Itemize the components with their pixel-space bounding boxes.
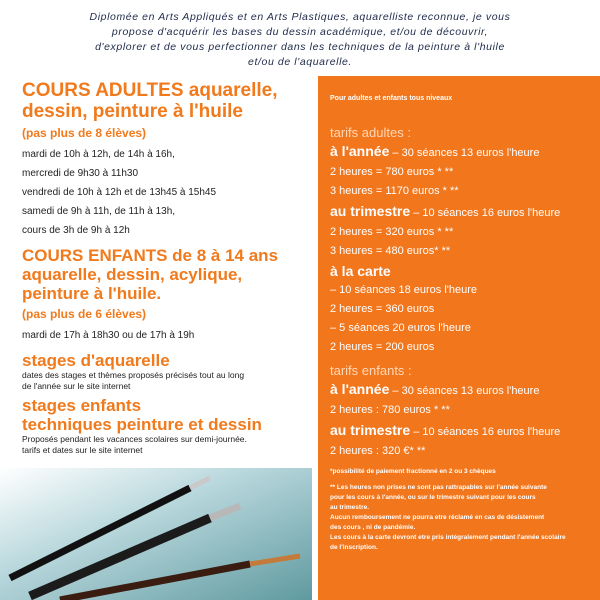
note-line: des cours , ni de pandémie. xyxy=(330,524,416,531)
note-line: *possibilité de paiement fractionné en 2 ou 3 chèques xyxy=(330,468,496,475)
intro-line: propose d'acquérir les bases du dessin académique, et/ou de découvrir, xyxy=(111,26,489,38)
kids-rate-trimester-label: au trimestre xyxy=(330,422,411,438)
stages-kids-desc: tarifs et dates sur le site internet xyxy=(22,445,143,455)
rate-line: – 5 séances 20 euros l'heure xyxy=(330,322,471,334)
stages-desc: dates des stages et thèmes proposés précisés tout au long xyxy=(22,370,245,380)
intro-text xyxy=(20,10,580,70)
rate-line: – 10 séances 18 euros l'heure xyxy=(330,284,478,296)
schedule-line: samedi de 9h à 11h, de 11h à 13h, xyxy=(22,206,176,217)
rate-line: 2 heures = 320 euros * ** xyxy=(330,226,454,238)
rate-year-detail: – 30 séances 13 euros l'heure xyxy=(389,147,540,159)
rate-year-label: à l'année xyxy=(330,143,390,159)
note-line: pour les cours à l'année, ou sur le trimestre suivant pour les cours xyxy=(330,494,536,501)
kids-rate-trimester-detail: – 10 séances 16 euros l'heure xyxy=(410,426,561,438)
children-limit: (pas plus de 6 élèves) xyxy=(22,307,147,321)
brushes-photo xyxy=(0,468,312,600)
schedule-line: mercredi de 9h30 à 11h30 xyxy=(22,168,139,179)
brushes-illustration xyxy=(0,468,312,600)
intro-line: d'explorer et de vous perfectionner dans les techniques de la peinture à l'huile xyxy=(95,41,505,53)
note-line: Les cours à la carte devront etre pris intégralement pendant l'année scolaire xyxy=(330,534,566,541)
rate-trimester-label: au trimestre xyxy=(330,203,411,219)
stages-kids-title-2: techniques peinture et dessin xyxy=(22,415,262,434)
children-courses-title-3: peinture à l'huile. xyxy=(22,284,162,303)
rate-line: 2 heures = 780 euros * ** xyxy=(330,166,454,178)
schedule-line: cours de 3h de 9h à 12h xyxy=(22,225,130,236)
children-courses-title-2: aquarelle, dessin, acylique, xyxy=(22,265,243,284)
schedule-line: vendredi de 10h à 12h et de 13h45 à 15h45 xyxy=(22,187,217,198)
intro-line: et/ou de l'aquarelle. xyxy=(248,56,352,68)
rate-year xyxy=(330,141,595,163)
stages-title: stages d'aquarelle xyxy=(22,351,170,370)
stages-desc: de l'année sur le site internet xyxy=(22,381,131,391)
schedule-line: mardi de 17h à 18h30 ou de 17h à 19h xyxy=(22,330,195,341)
schedule-line: mardi de 10h à 12h, de 14h à 16h, xyxy=(22,149,175,160)
pricing-content xyxy=(330,94,595,553)
rate-trimester xyxy=(330,201,595,223)
rate-line: 2 heures : 780 euros * ** xyxy=(330,404,450,416)
kids-rate-year xyxy=(330,379,595,401)
kids-rates-heading: tarifs enfants : xyxy=(330,363,412,378)
stages-kids-desc: Proposés pendant les vacances scolaires sur demi-journée. xyxy=(22,434,247,444)
kids-rate-year-detail: – 30 séances 13 euros l'heure xyxy=(389,385,540,397)
rate-line: 3 heures = 1170 euros * ** xyxy=(330,185,459,197)
adult-courses-title-2: dessin, peinture à l'huile xyxy=(22,101,243,122)
rate-line: 3 heures = 480 euros* ** xyxy=(330,245,451,257)
audience-label: Pour adultes et enfants tous niveaux xyxy=(330,95,453,102)
note-line: au trimestre. xyxy=(330,504,370,511)
rate-trimester-detail: – 10 séances 16 euros l'heure xyxy=(410,207,561,219)
note-line: de l'inscription. xyxy=(330,544,378,551)
intro-line: Diplomée en Arts Appliqués et en Arts Plastiques, aquarelliste reconnue, je vous xyxy=(89,11,511,23)
kids-rate-trimester xyxy=(330,420,595,442)
rate-line: 2 heures = 200 euros xyxy=(330,341,435,353)
rate-line: 2 heures = 360 euros xyxy=(330,303,435,315)
adult-limit: (pas plus de 8 élèves) xyxy=(22,126,147,140)
adult-rates-heading: tarifs adultes : xyxy=(330,125,411,140)
children-courses-title: COURS ENFANTS de 8 à 14 ans xyxy=(22,246,279,265)
adult-courses-title: COURS ADULTES aquarelle, xyxy=(22,80,278,101)
note-line: Aucun remboursement ne pourra etre réclamé en cas de désistement xyxy=(330,514,545,521)
rate-card-label: à la carte xyxy=(330,263,391,279)
stages-kids-title: stages enfants xyxy=(22,396,142,415)
rate-line: 2 heures : 320 €* ** xyxy=(330,445,426,457)
kids-rate-year-label: à l'année xyxy=(330,381,390,397)
left-column xyxy=(22,80,312,456)
note-line: ** Les heures non prises ne sont pas rattrapables sur l'année suivante xyxy=(330,484,547,491)
